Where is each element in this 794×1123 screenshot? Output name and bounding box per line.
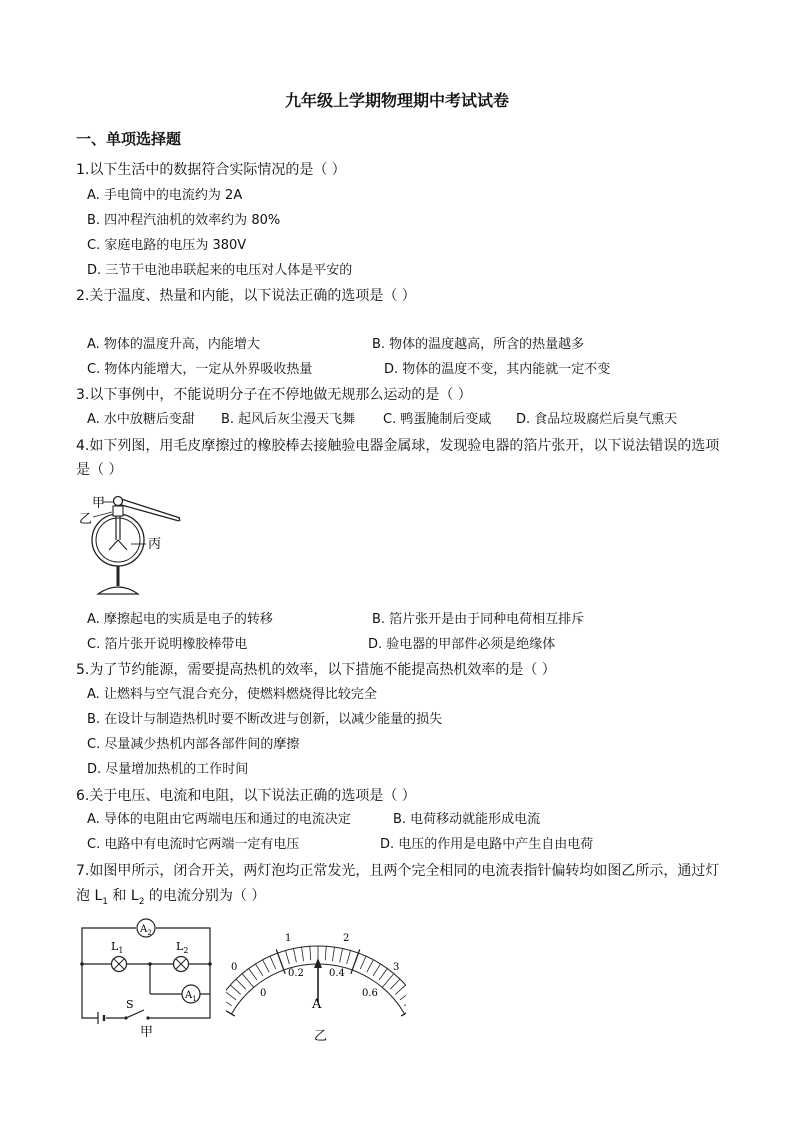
- q1-option-d[interactable]: D. 三节干电池串联起来的电压对人体是平安的: [87, 263, 353, 278]
- dial-unit: A: [312, 997, 322, 1012]
- q5-option-c[interactable]: C. 尽量减少热机内部各部件间的摩擦: [87, 737, 300, 752]
- lamp-l2: [174, 940, 189, 972]
- question-4-stem-line2: 是（ ）: [76, 462, 123, 478]
- q5-option-a[interactable]: A. 让燃料与空气混合充分，使燃料燃烧得比较完全: [87, 687, 377, 702]
- q4-option-b[interactable]: B. 箔片张开是由于同种电荷相互排斥: [372, 612, 585, 627]
- q4-option-a[interactable]: A. 摩擦起电的实质是电子的转移: [87, 612, 273, 627]
- rubber-rod: [118, 498, 180, 518]
- metal-foil-left: [109, 540, 118, 550]
- dial-tick: [351, 949, 360, 973]
- dial-top-0: 0: [231, 962, 238, 973]
- question-4-stem-line1: 4.如下列图，用毛皮摩擦过的橡胶棒去接触验电器金属球，发现验电器的箔片张开，以下说法错误的选项: [76, 438, 720, 454]
- dial-bottom-02: 0.2: [288, 968, 304, 979]
- dial-tick: [249, 969, 257, 980]
- question-2-stem: 2.关于温度、热量和内能，以下说法正确的选项是（ ）: [76, 288, 416, 304]
- dial-tick: [400, 991, 406, 1000]
- dial-tick: [404, 998, 406, 1006]
- svg-text:L1: $L_1$: [111, 940, 124, 955]
- q5-option-d[interactable]: D. 尽量增加热机的工作时间: [87, 762, 249, 777]
- dial-tick: [340, 949, 343, 963]
- dial-tick: [230, 985, 240, 994]
- dial-top-1: 1: [285, 933, 292, 944]
- ammeter-dial: [226, 924, 406, 1046]
- circuit-diagram: [76, 914, 216, 1040]
- dial-bottom-06: 0.6: [362, 988, 378, 999]
- q6-option-b[interactable]: B. 电荷移动就能形成电流: [393, 812, 541, 827]
- ammeter-a1: [182, 985, 200, 1003]
- q6-option-c[interactable]: C. 电路中有电流时它两端一定有电压: [87, 837, 300, 852]
- section-heading: 一、单项选择题: [76, 130, 182, 148]
- question-7-stem-line1: 7.如图甲所示，闭合开关，两灯泡均正常发光，且两个完全相同的电流表指针偏转均如图乙所示，通过灯: [76, 863, 720, 879]
- q3-option-c[interactable]: C. 鸭蛋腌制后变咸: [383, 412, 492, 427]
- dial-tick: [226, 998, 232, 1006]
- q1-option-a[interactable]: A. 手电筒中的电流约为 2A: [87, 188, 243, 203]
- circuit-caption: 甲: [140, 1025, 154, 1040]
- dial-top-3: 3: [393, 962, 400, 973]
- dial-tick: [382, 974, 394, 988]
- question-1-stem: 1.以下生活中的数据符合实际情况的是（ ）: [76, 162, 346, 178]
- dial-tick: [263, 960, 270, 972]
- question-7-stem-line2: 泡 $L_1$ 和 $L_2$ 的电流分别为（ ）: [76, 888, 266, 907]
- dial-top-2: 2: [343, 933, 350, 944]
- q3-option-a[interactable]: A. 水中放糖后变甜: [87, 412, 195, 427]
- svg-text:L2: $L_2$: [176, 940, 189, 955]
- dial-tick: [367, 960, 374, 972]
- q2-option-c[interactable]: C. 物体内能增大，一定从外界吸收热量: [87, 362, 313, 377]
- q2-option-b[interactable]: B. 物体的温度越高，所含的热量越多: [372, 337, 585, 352]
- dial-tick: [302, 947, 304, 961]
- electroscope-figure: [76, 490, 186, 602]
- dial-tick: [270, 956, 276, 969]
- question-6-stem: 6.关于电压、电流和电阻，以下说法正确的选项是（ ）: [76, 788, 416, 804]
- dial-tick: [226, 991, 236, 1000]
- question-5-stem: 5.为了节约能源，需要提高热机的效率，以下措施不能提高热机效率的是（ ）: [76, 662, 556, 678]
- dial-bottom-0: 0: [260, 988, 267, 999]
- q3-option-b[interactable]: B. 起风后灰尘漫天飞舞: [221, 412, 356, 427]
- dial-tick: [236, 979, 246, 989]
- dial-caption: 乙: [314, 1029, 328, 1044]
- dial-tick: [373, 964, 380, 976]
- q1-option-b[interactable]: B. 四冲程汽油机的效率约为 80%: [87, 213, 281, 228]
- q4-option-c[interactable]: C. 箔片张开说明橡胶棒带电: [87, 637, 248, 652]
- q6-option-a[interactable]: A. 导体的电阻由它两端电压和通过的电流决定: [87, 812, 351, 827]
- q1-option-c[interactable]: C. 家庭电路的电压为 380V: [87, 238, 247, 253]
- dial-tick: [347, 951, 351, 964]
- label-yi: 乙: [79, 512, 93, 527]
- dial-tick: [242, 974, 254, 988]
- q4-option-d[interactable]: D. 验电器的甲部件必须是绝缘体: [368, 637, 556, 652]
- dial-tick: [293, 949, 296, 963]
- q6-option-d[interactable]: D. 电压的作用是电路中产生自由电荷: [380, 837, 594, 852]
- q3-option-d[interactable]: D. 食品垃圾腐烂后臭气熏天: [516, 412, 678, 427]
- metal-foil-right: [118, 540, 127, 550]
- label-jia: 甲: [92, 496, 106, 511]
- dial-tick: [276, 949, 285, 973]
- lamp-l1: [111, 940, 127, 972]
- dial-tick: [325, 946, 326, 960]
- metal-ball: [114, 497, 123, 506]
- dial-tick: [285, 951, 289, 964]
- q2-option-d[interactable]: D. 物体的温度不变，其内能就一定不变: [384, 362, 611, 377]
- dial-tick: [360, 956, 366, 969]
- dial-tick: [310, 946, 311, 960]
- svg-text:A2: $A_2$: [140, 924, 152, 937]
- dial-tick: [379, 969, 387, 980]
- ammeter-a2: [137, 919, 155, 937]
- dial-tick: [395, 985, 405, 994]
- dial-tick: [390, 979, 400, 989]
- question-3-stem: 3.以下事例中，不能说明分子在不停地做无规那么运动的是（ ）: [76, 387, 472, 403]
- svg-text:A1: $A_1$: [185, 990, 197, 1003]
- q2-option-a[interactable]: A. 物体的温度升高，内能增大: [87, 337, 260, 352]
- switch-label: S: [126, 998, 134, 1011]
- page-title: 九年级上学期物理期中考试试卷: [284, 91, 509, 110]
- q5-option-b[interactable]: B. 在设计与制造热机时要不断改进与创新，以减少能量的损失: [87, 712, 443, 727]
- dial-bottom-04: 0.4: [329, 968, 345, 979]
- dial-tick: [332, 947, 334, 961]
- label-bing: 丙: [148, 537, 162, 552]
- dial-tick: [255, 964, 262, 976]
